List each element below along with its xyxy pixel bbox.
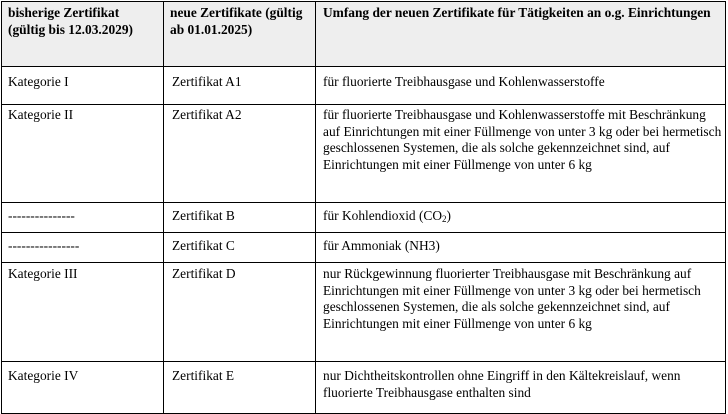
scope-cell [316,203,726,233]
scope-cell: nur Dichtheitskontrollen ohne Eingriff in den Kältekreislauf, wenn fluorierte Treibhausgase enthalten sind [316,362,726,414]
table-row [2,233,726,263]
new-certificate-cell: Zertifikat A2 [164,105,316,203]
subscript-two: 2 [442,214,447,224]
table-header-row [2,2,726,67]
scope-cell: für fluorierte Treibhausgase und Kohlenwasserstoffe mit Beschränkung auf Einrichtungen mit einer Füllmenge von unter 3 kg oder bei hermetisch geschlossenen Systemen, die als solche gekennzeichnet sind, auf Einrichtungen mit einer Füllmenge von unter 6 kg [316,105,726,203]
old-certificate-cell: --------------- [2,203,164,233]
table-row [2,263,726,362]
new-certificate-cell: Zertifikat C [164,233,316,263]
new-certificate-cell: Zertifikat D [164,263,316,362]
table-row [2,203,726,233]
scope-cell: nur Rückgewinnung fluorierter Treibhausgase mit Beschränkung auf Einrichtungen mit einer Füllmenge von unter 3 kg oder bei hermetisch geschlossenen Systemen, die als solche gekennzeichnet sind, auf Einrichtungen mit einer Füllmenge von unter 6 kg [316,263,726,362]
scope-text: für Kohlendioxid (CO [323,208,443,223]
scope-cell: für fluorierte Treibhausgase und Kohlenwasserstoffe [316,67,726,105]
new-certificate-cell: Zertifikat B [164,203,316,233]
table-row [2,67,726,105]
old-certificate-cell: Kategorie I [2,67,164,105]
old-certificate-cell: Kategorie IV [2,362,164,414]
scope-text-end: ) [446,208,451,223]
header-old-certificate: bisherige Zertifikat (gültig bis 12.03.2029) [2,2,164,67]
new-certificate-cell: Zertifikat A1 [164,67,316,105]
header-new-certificates: neue Zertifikate (gültig ab 01.01.2025) [164,2,316,67]
scope-cell: für Ammoniak (NH3) [316,233,726,263]
table-row [2,362,726,414]
old-certificate-cell: Kategorie III [2,263,164,362]
table-row [2,105,726,203]
certificate-table [1,1,726,414]
header-scope: Umfang der neuen Zertifikate für Tätigkeiten an o.g. Einrichtungen [316,2,726,67]
old-certificate-cell: ---------------- [2,233,164,263]
new-certificate-cell: Zertifikat E [164,362,316,414]
old-certificate-cell: Kategorie II [2,105,164,203]
